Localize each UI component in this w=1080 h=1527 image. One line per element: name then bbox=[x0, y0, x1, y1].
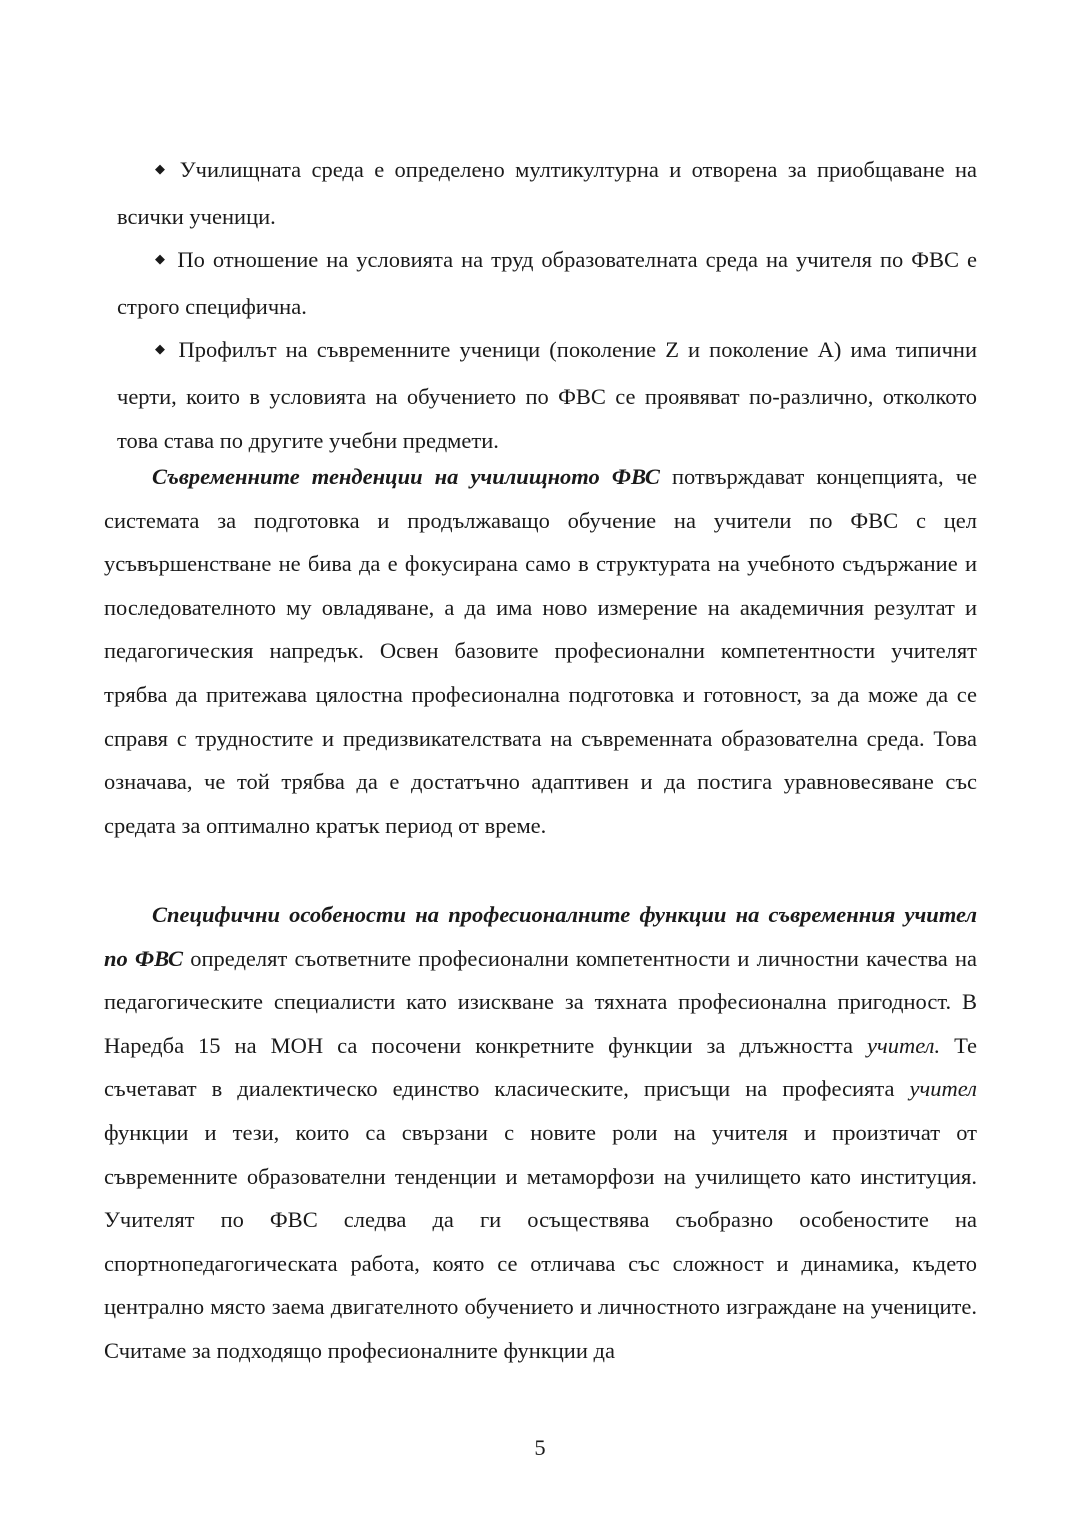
page-number: 5 bbox=[534, 1435, 546, 1460]
paragraph-lead-bold-italic: Специфични особености на професионалните функции на съвременния учител по ФВС bbox=[104, 902, 977, 971]
bullet-text: Профилът на съвременните ученици (поколение Z и поколение A) има типични черти, които в условията на обучението по ФВС се проявяват по-различно, отколкото това става по другите учебни предмети. bbox=[117, 337, 977, 453]
paragraph-trends bbox=[104, 455, 977, 847]
paragraph-body: функции и тези, които са свързани с новите роли на учителя и произтичат от съвременните образователни тенденции и метаморфози на училището като институция. Учителят по ФВС следва да ги осъществява съобразно особеностите на спортнопедагогическата работа, която се отличава със сложност и динамика, където централно място заема двигателното обучението и личностното изграждане на учениците. Считаме за подходящо професионалните функции да bbox=[104, 1119, 977, 1363]
paragraph-body: определят съответните професионални компетентности и личностни качества на педагогическите специалисти като изискване за тяхната професионална пригодност. В Наредба 15 на МОН са посочени конкретните функции за длъжността bbox=[104, 945, 977, 1058]
bullet-item bbox=[117, 148, 977, 238]
bullet-list bbox=[117, 148, 977, 462]
bullet-item bbox=[117, 238, 977, 328]
paragraph-functions bbox=[104, 893, 977, 1373]
bullet-text: Училищната среда е определено мултикултурна и отворена за приобщаване на всички ученици. bbox=[117, 157, 978, 229]
diamond-bullet-icon: ◆ bbox=[155, 341, 169, 357]
diamond-bullet-icon: ◆ bbox=[155, 251, 168, 267]
italic-term: учител bbox=[909, 1076, 977, 1102]
paragraph-lead-bold-italic: Съвременните тенденции на училищното ФВС bbox=[152, 464, 660, 489]
bullet-item bbox=[117, 328, 977, 462]
bullet-text: По отношение на условията на труд образователната среда на учителя по ФВС е строго специфична. bbox=[117, 247, 977, 319]
paragraph-body: Те съчетават в диалектическо единство класическите, присъщи на професията bbox=[104, 1032, 977, 1102]
diamond-bullet-icon: ◆ bbox=[155, 161, 170, 176]
italic-term: учител. bbox=[867, 1032, 941, 1058]
paragraph-body: потвърждават концепцията, че системата за подготовка и продължаващо обучение на учители по ФВС с цел усъвършенстване не бива да е фокусирана само в структурата на учебното съдържание и последователното му овладяване, а да има ново измерение на академичния резултат и педагогическия напредък. Освен базовите професионални компетентности учителят трябва да притежава цялостна професионална подготовка и готовност, за да може да се справя с трудностите и предизвикателствата на съвременната образователна среда. Това означава, че той трябва да е достатъчно адаптивен и да постига уравновесяване със средата за оптимално кратък период от време. bbox=[104, 464, 977, 838]
